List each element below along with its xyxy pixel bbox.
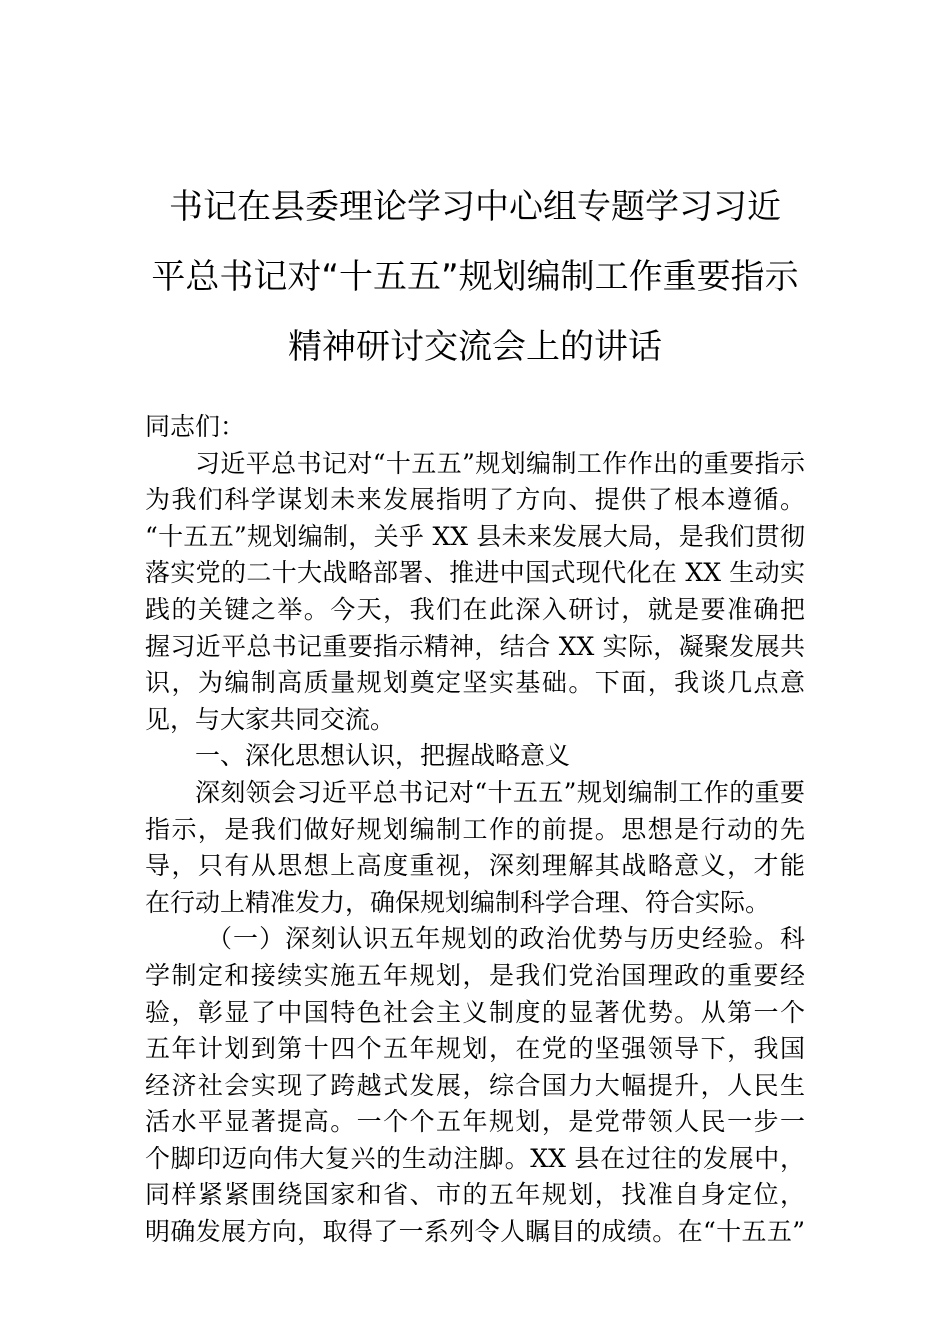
- paragraph-line: 学制定和接续实施五年规划，是我们党治国理政的重要经: [145, 960, 805, 990]
- greeting-text: 同志们：: [145, 412, 246, 441]
- intro-paragraph: [145, 446, 805, 739]
- paragraph-line: 同样紧紧围绕国家和省、市的五年规划，找准自身定位，: [145, 1180, 805, 1210]
- paragraph-line: 深刻领会习近平总书记对“十五五”规划编制工作的重要: [195, 777, 805, 807]
- paragraph-line: 握习近平总书记重要指示精神，结合 XX 实际，凝聚发展共: [145, 631, 805, 661]
- paragraph-line: 明确发展方向，取得了一系列令人瞩目的成绩。在“十五五”: [145, 1217, 805, 1247]
- paragraph-line: 活水平显著提高。一个个五年规划，是党带领人民一步一: [145, 1107, 805, 1137]
- title-line-1: 书记在县委理论学习中心组专题学习习近: [169, 187, 781, 227]
- document-body: [145, 409, 805, 1251]
- paragraph-line: 经济社会实现了跨越式发展，综合国力大幅提升，人民生: [145, 1070, 805, 1100]
- section-heading-text: 一、深化思想认识，把握战略意义: [195, 741, 571, 771]
- paragraph-line: 在行动上精准发力，确保规划编制科学合理、符合实际。: [145, 887, 771, 917]
- paragraph-line: 践的关键之举。今天，我们在此深入研讨，就是要准确把: [145, 594, 805, 624]
- paragraph-line: “十五五”规划编制，关乎 XX 县未来发展大局，是我们贯彻: [145, 521, 805, 551]
- title-line-3: 精神研讨交流会上的讲话: [288, 327, 662, 367]
- paragraph-line: 为我们科学谋划未来发展指明了方向、提供了根本遵循。: [145, 485, 805, 515]
- document-title: [145, 172, 805, 382]
- paragraph-line: 个脚印迈向伟大复兴的生动注脚。XX 县在过往的发展中，: [145, 1143, 805, 1173]
- title-line-2: 平总书记对“十五五”规划编制工作重要指示: [151, 257, 799, 297]
- section-paragraph: [145, 775, 805, 921]
- paragraph-line: 验，彰显了中国特色社会主义制度的显著优势。从第一个: [145, 997, 805, 1027]
- section-heading: [145, 738, 805, 775]
- subsection-paragraph: [145, 921, 805, 1250]
- paragraph-line: 五年计划到第十四个五年规划，在党的坚强领导下，我国: [145, 1034, 805, 1064]
- paragraph-line: 导，只有从思想上高度重视，深刻理解其战略意义，才能: [145, 851, 805, 881]
- paragraph-line: （一）深刻认识五年规划的政治优势与历史经验。科: [207, 924, 805, 954]
- greeting: [145, 409, 805, 446]
- paragraph-line: 见，与大家共同交流。: [145, 704, 396, 734]
- paragraph-line: 识，为编制高质量规划奠定坚实基础。下面，我谈几点意: [145, 668, 805, 698]
- paragraph-line: 习近平总书记对“十五五”规划编制工作作出的重要指示: [195, 448, 805, 478]
- paragraph-line: 落实党的二十大战略部署、推进中国式现代化在 XX 生动实: [145, 558, 805, 588]
- paragraph-line: 指示，是我们做好规划编制工作的前提。思想是行动的先: [145, 814, 805, 844]
